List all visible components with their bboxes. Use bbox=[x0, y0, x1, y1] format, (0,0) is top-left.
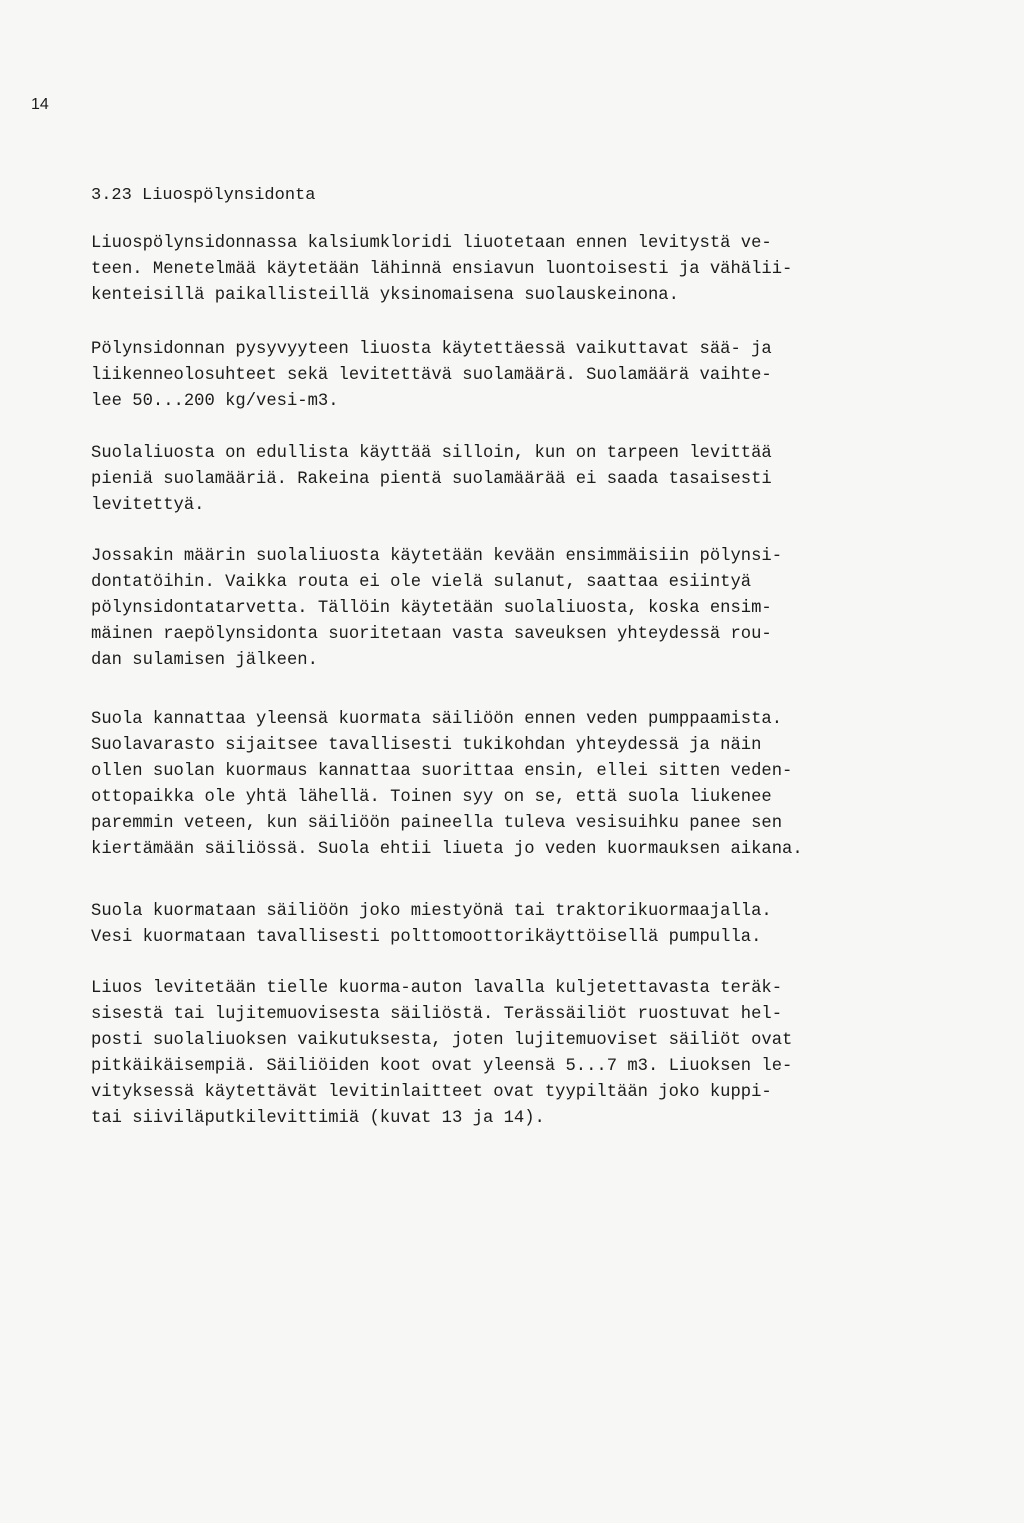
text-line: sisestä tai lujitemuovisesta säiliöstä. Terässäiliöt ruostuvat hel- bbox=[91, 1005, 783, 1024]
paragraph-7 bbox=[91, 976, 891, 1132]
text-line: Suola kuormataan säiliöön joko miestyönä tai traktorikuormaajalla. bbox=[91, 902, 772, 921]
text-line: dontatöihin. Vaikka routa ei ole vielä sulanut, saattaa esiintyä bbox=[91, 573, 752, 592]
text-line: ollen suolan kuormaus kannattaa suorittaa ensin, ellei sitten veden- bbox=[91, 762, 793, 781]
text-line: tai siiviläputkilevittimiä (kuvat 13 ja 14). bbox=[91, 1109, 545, 1128]
text-line: pieniä suolamääriä. Rakeina pientä suolamäärää ei saada tasaisesti bbox=[91, 470, 772, 489]
text-line: Suolaliuosta on edullista käyttää silloin, kun on tarpeen levittää bbox=[91, 444, 772, 463]
paragraph-5 bbox=[91, 707, 891, 863]
text-line: liikenneolosuhteet sekä levitettävä suolamäärä. Suolamäärä vaihte- bbox=[91, 366, 772, 385]
text-line: posti suolaliuoksen vaikutuksesta, joten lujitemuoviset säiliöt ovat bbox=[91, 1031, 793, 1050]
text-line: Jossakin määrin suolaliuosta käytetään kevään ensimmäisiin pölynsi- bbox=[91, 547, 783, 566]
paragraph-4 bbox=[91, 544, 891, 674]
paragraph-1 bbox=[91, 231, 891, 309]
text-line: Vesi kuormataan tavallisesti polttomoottorikäyttöisellä pumpulla. bbox=[91, 928, 762, 947]
text-line: dan sulamisen jälkeen. bbox=[91, 651, 318, 670]
paragraph-6 bbox=[91, 899, 891, 951]
text-line: paremmin veteen, kun säiliöön paineella tuleva vesisuihku panee sen bbox=[91, 814, 783, 833]
section-heading: 3.23 Liuospölynsidonta bbox=[91, 186, 316, 205]
text-line: ottopaikka ole yhtä lähellä. Toinen syy on se, että suola liukenee bbox=[91, 788, 772, 807]
paragraph-2 bbox=[91, 337, 891, 415]
text-line: teen. Menetelmää käytetään lähinnä ensiavun luontoisesti ja vähälii- bbox=[91, 260, 793, 279]
text-line: mäinen raepölynsidonta suoritetaan vasta saveuksen yhteydessä rou- bbox=[91, 625, 772, 644]
text-line: Suolavarasto sijaitsee tavallisesti tukikohdan yhteydessä ja näin bbox=[91, 736, 762, 755]
page-number: 14 bbox=[31, 96, 49, 113]
text-line: lee 50...200 kg/vesi-m3. bbox=[91, 392, 339, 411]
text-line: levitettyä. bbox=[91, 496, 205, 515]
text-line: Liuospölynsidonnassa kalsiumkloridi liuotetaan ennen levitystä ve- bbox=[91, 234, 772, 253]
text-line: Pölynsidonnan pysyvyyteen liuosta käytettäessä vaikuttavat sää- ja bbox=[91, 340, 772, 359]
text-line: pitkäikäisempiä. Säiliöiden koot ovat yleensä 5...7 m3. Liuoksen le- bbox=[91, 1057, 793, 1076]
text-line: Suola kannattaa yleensä kuormata säiliöön ennen veden pumppaamista. bbox=[91, 710, 783, 729]
text-line: kenteisillä paikallisteillä yksinomaisena suolauskeinona. bbox=[91, 286, 679, 305]
paragraph-3 bbox=[91, 441, 891, 519]
text-line: kiertämään säiliössä. Suola ehtii liueta jo veden kuormauksen aikana. bbox=[91, 840, 803, 859]
text-line: vityksessä käytettävät levitinlaitteet ovat tyypiltään joko kuppi- bbox=[91, 1083, 772, 1102]
text-line: Liuos levitetään tielle kuorma-auton lavalla kuljetettavasta teräk- bbox=[91, 979, 783, 998]
text-line: pölynsidontatarvetta. Tällöin käytetään suolaliuosta, koska ensim- bbox=[91, 599, 772, 618]
